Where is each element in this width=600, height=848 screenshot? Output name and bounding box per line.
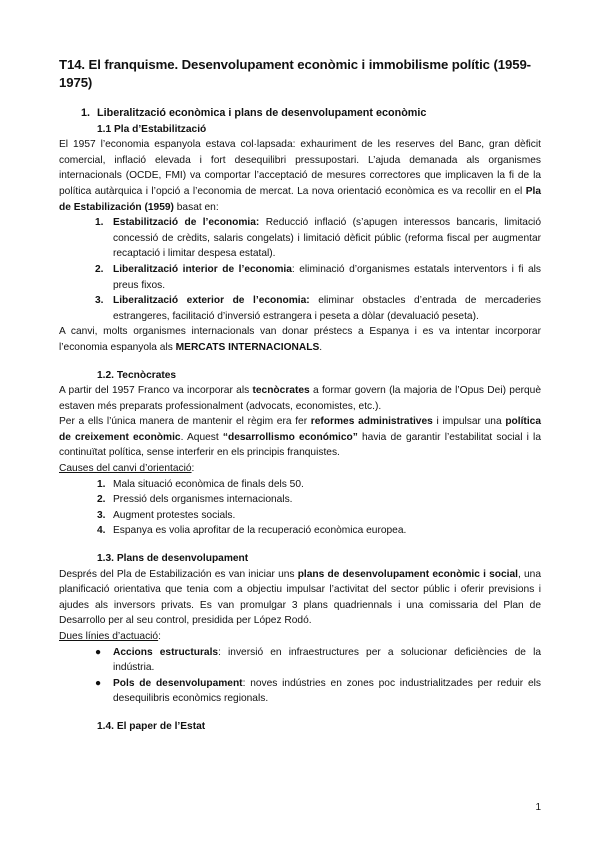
text-run: Després del Pla de Estabilización es van iniciar uns — [59, 568, 298, 580]
list-number: 1. — [97, 478, 106, 490]
text-run: Mala situació econòmica de finals dels 50. — [113, 478, 304, 490]
subsection-heading-1-4: 1.4. El paper de l’Estat — [97, 720, 206, 732]
list-number: 2. — [95, 263, 104, 275]
list-number: 1. — [95, 217, 104, 229]
text-run: : eliminació d’organismes estatals interventors i fi als preus fixos. — [113, 263, 542, 291]
bold-text: reformes administratives — [310, 416, 433, 428]
text-run: A canvi, molts organismes internacionals van donar préstecs a Espanya i es va intentar incorporar l’economia espanyola als — [59, 326, 541, 353]
subsection-heading-1-2: 1.2. Tecnòcrates — [97, 369, 177, 381]
text-run: havia de garantir l’estabilitat social i la continuïtat política, sense interferir en els principis franquistes. — [59, 431, 541, 459]
bullet-list — [59, 645, 541, 707]
text-run: eliminar obstacles d’entrada de mercaderies estrangeres, facilitació d’inversió estrangera i peseta a dòlar (devaluació peseta). — [113, 295, 541, 322]
paragraph — [59, 567, 541, 629]
text-run: : — [191, 463, 195, 475]
text-run: i impulsar una — [432, 416, 506, 428]
text-run: . Aquest — [180, 431, 223, 443]
document-title: T14. El franquisme. Desenvolupament econòmic i immobilisme polític (1959-1975) — [59, 57, 531, 90]
text-run: Per a ells l’única manera de mantenir el règim era fer — [59, 416, 311, 428]
text-run: A partir del 1957 Franco va incorporar als — [59, 385, 253, 397]
list-item — [59, 477, 541, 493]
list-number: 4. — [97, 525, 106, 537]
paragraph — [59, 383, 541, 414]
list-item — [59, 645, 541, 676]
subsection-heading-1-3: 1.3. Plans de desenvolupament — [97, 553, 249, 565]
numbered-list — [59, 477, 541, 539]
bold-text: Accions estructurals — [113, 646, 219, 658]
list-label — [59, 629, 541, 645]
text-run: basat en: — [173, 201, 219, 213]
paragraph — [59, 414, 541, 461]
page-number: 1 — [535, 802, 541, 813]
bold-text: plans de desenvolupament econòmic i social — [297, 568, 518, 580]
list-item — [59, 492, 541, 508]
list-item — [59, 523, 541, 539]
list-item — [59, 293, 541, 324]
list-number: 3. — [95, 295, 104, 307]
list-item — [59, 262, 541, 293]
list-label — [59, 461, 541, 477]
list-number: 2. — [97, 494, 106, 506]
text-run: : inversió en infraestructures per a solucionar deficiències de la indústria. — [113, 646, 542, 674]
subsection-heading-1-1: 1.1 Pla d’Estabilització — [97, 123, 207, 135]
section-number: 1. — [81, 107, 91, 119]
bullet-icon: ● — [95, 646, 102, 658]
section-heading-text: Liberalització econòmica i plans de desenvolupament econòmic — [97, 107, 427, 119]
underlined-text: Dues línies d’actuació — [59, 631, 159, 642]
section-heading-1 — [81, 106, 541, 122]
text-run: , una planificació orientativa que tenia com a objectiu impulsar l’activitat del sector públic i oferir previsions i ajudes als inversors privats. Es van promulgar 3 plans quadriennals i una comissaria del Plan de Desarrollo per al seu control, presidida per López Rodó. — [59, 568, 541, 627]
bullet-icon: ● — [95, 677, 102, 689]
paragraph — [59, 324, 541, 355]
paragraph — [59, 137, 541, 215]
bold-text: Pla de Estabilización (1959) — [59, 185, 541, 213]
bold-text: política de creixement econòmic — [59, 416, 541, 443]
bold-text: Pols de desenvolupament — [113, 677, 243, 689]
text-run: El 1957 l’economia espanyola estava col·lapsada: exhauriment de les reserves del Banc, gran dèficit comercial, inflació elevada i fort desequilibri pressupostari. L’ajuda demanada als organismes internacionals (OCDE, FMI) va comportar l’acceptació de mesures correctores que implicaven la fi de la política autàrquica i l’opció a l’economia de mercat. La nova orientació econòmica es va recollir en el — [59, 139, 541, 197]
bold-text: Estabilització de l’economia: — [113, 217, 260, 229]
list-item — [59, 508, 541, 524]
bold-text: MERCATS INTERNACIONALS — [175, 341, 320, 353]
bold-text: tecnòcrates — [252, 385, 310, 397]
list-item — [59, 215, 541, 262]
bold-text: Liberalització exterior de l’economia: — [113, 295, 310, 307]
list-item — [59, 676, 541, 707]
bold-text: Liberalització interior de l’economia — [113, 263, 292, 275]
list-number: 3. — [97, 509, 106, 521]
underlined-text: Causes del canvi d’orientació — [59, 463, 192, 475]
text-run: Augment protestes socials. — [113, 509, 236, 521]
text-run: : noves indústries en zones poc industrialitzades per reduir els desequilibris econòmics regionals. — [113, 677, 541, 705]
text-run: Espanya es volia aprofitar de la recuperació econòmica europea. — [113, 525, 407, 537]
numbered-list — [59, 215, 541, 324]
bold-text: “desarrollismo económico” — [222, 431, 358, 443]
text-run: Reducció inflació (s’apugen interessos bancaris, limitació concessió de crèdits, salaris congelats) i limitació dèficit públic (reforma fiscal per augmentar recaptació i limitar despesa estatal). — [113, 217, 541, 260]
text-run: Pressió dels organismes internacionals. — [113, 494, 293, 506]
text-run: : — [158, 631, 161, 642]
text-run: . — [319, 341, 323, 353]
text-run: a formar govern (la majoria de l’Opus Dei) perquè estaven més preparats professionalment (advocats, economistes, etc.). — [59, 385, 541, 412]
